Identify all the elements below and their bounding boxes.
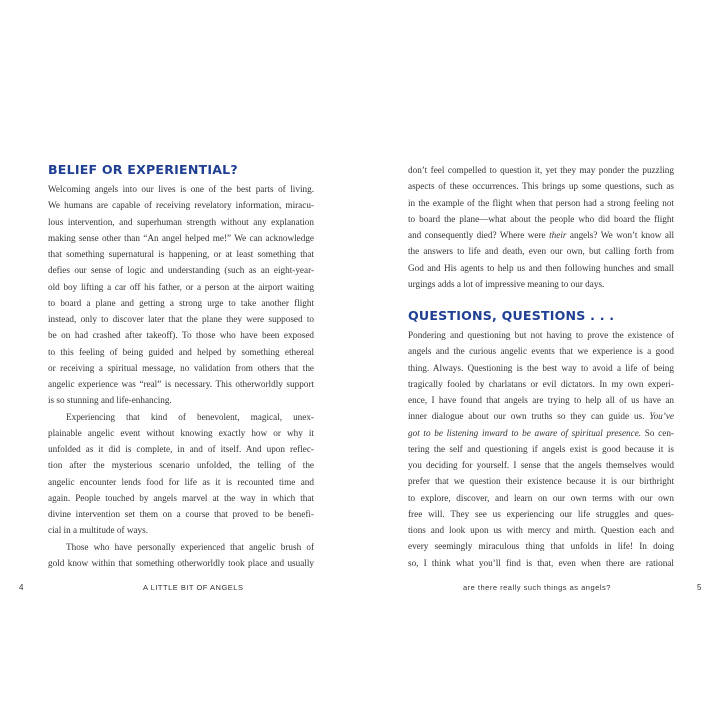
- text-line: to board the plane—what about the people who did board the flight: [408, 213, 674, 224]
- text-line: the answers to life and death, even our own, but calling forth from: [408, 246, 674, 257]
- text-line: or receiving a spiritual message, no validation from others that the: [48, 362, 314, 373]
- text-line: unfolded as it did is complete, in and of itself. And upon reflec-: [48, 444, 314, 454]
- text-line: is so stunning and life-enhancing.: [48, 395, 172, 406]
- text-line: don’t feel compelled to question it, yet they may ponder the puzzling: [408, 165, 674, 175]
- text-line: ence, I have found that angels are trying to help all of us have an: [408, 395, 674, 405]
- emphasis-text: their: [549, 230, 567, 240]
- text-segment: angels? We won’t know all: [566, 230, 674, 240]
- section-heading-belief: BELIEF OR EXPERIENTIAL?: [48, 162, 238, 177]
- text-line: thing. Always. Questioning is the best way to avoid a life of being: [408, 362, 674, 373]
- text-segment: inner dialogue about our own truths so they can guide us.: [408, 411, 650, 422]
- emphasis-text: got to be listening inward to be aware of spiritual presence.: [408, 427, 642, 438]
- text-line: We humans are capable of receiving revelatory information, miracu-: [48, 200, 314, 211]
- text-line: prefer that we question their existence because it is our birthright: [408, 476, 674, 487]
- text-line-with-emphasis: [408, 425, 674, 441]
- text-line: in the example of the flight when that person had a strong feeling not: [408, 197, 674, 208]
- text-line: plainable angelic event without knowing exactly how or why it: [48, 427, 314, 438]
- text-line: tering the self and questioning if angels exist is good because it is: [408, 443, 674, 454]
- right-page-column: [408, 162, 674, 571]
- text-line: instead, only to discover later that the plane they were supposed to: [48, 314, 314, 324]
- text-line: every seemingly miraculous thing that unfolds in life! In doing: [408, 541, 674, 552]
- text-line: Welcoming angels into our lives is one of the best parts of living.: [48, 184, 314, 194]
- text-line: cial in a multitude of ways.: [48, 525, 149, 536]
- right-running-title: are there really such things as angels?: [463, 583, 611, 592]
- text-line: old boy lifting a car off his father, or a person at the airport waiting: [48, 281, 314, 292]
- text-line: God and His agents to help us and then following hunches and small: [408, 262, 674, 273]
- section-heading-questions: QUESTIONS, QUESTIONS . . .: [408, 308, 615, 323]
- text-line: urgings adds a lot of impressive meaning to our days.: [408, 278, 605, 289]
- text-line: be on had crashed after takeoff). To those who have been exposed: [48, 330, 314, 341]
- text-line: tion after the mysterious scenario unfolded, the telling of the: [48, 460, 314, 471]
- text-line: free will. They see us experiencing our life struggles and ques-: [408, 508, 674, 519]
- left-running-title: A LITTLE BIT OF ANGELS: [143, 583, 244, 592]
- text-line: you deciding for yourself. I sense that the angels themselves would: [408, 460, 674, 470]
- text-line: angels and the curious angelic events that we experience is a good: [408, 346, 674, 357]
- text-line: to this feeling of being guided and helped by something ethereal: [48, 346, 314, 357]
- text-line: to board a plane and getting a strong urge to take another flight: [48, 297, 314, 308]
- text-line: tions and look upon us with mercy and mirth. Question each and: [408, 525, 674, 535]
- text-line: again. People touched by angels marvel at the way in which that: [48, 492, 314, 503]
- text-line-with-emphasis: [408, 408, 674, 424]
- text-line: angelic experience was “real” is necessary. This otherworldly support: [48, 379, 314, 389]
- text-line: defies our sense of logic and understanding (such as an eight-year-: [48, 265, 314, 276]
- text-line: angelic encounter lends food for life as it is recounted time and: [48, 476, 314, 487]
- text-line: lous intervention, and superhuman strength without any explanation: [48, 216, 314, 227]
- text-line: Pondering and questioning but not having to prove the existence of: [408, 330, 674, 340]
- emphasis-text: You’ve: [649, 411, 674, 422]
- text-line: gold know within that something otherworldly took place and usually: [48, 557, 314, 568]
- text-line: divine intervention set them on a course that proved to be benefi-: [48, 509, 314, 519]
- text-line: to explore, discover, and learn on our own terms with our own: [408, 492, 674, 503]
- text-line: Experiencing that kind of benevolent, magical, unex-: [66, 411, 314, 422]
- text-line-with-emphasis: [408, 227, 674, 243]
- text-line: that something supernatural is happening, or at least something that: [48, 249, 314, 259]
- text-line: making sense other than “An angel helped me!” We can acknowledge: [48, 232, 314, 243]
- left-page-number: 4: [19, 583, 24, 592]
- left-page-column: [48, 162, 314, 571]
- text-line: tragically fooled by charlatans or evil dictators. In my own experi-: [408, 378, 674, 389]
- text-line: so, I think what you’ll find is that, even when there are rational: [408, 557, 674, 568]
- text-line: Those who have personally experienced that angelic brush of: [66, 541, 314, 552]
- section-gap: [408, 292, 674, 308]
- text-line: aspects of these occurrences. This brings up some questions, such as: [408, 181, 674, 192]
- text-segment: So cen-: [641, 427, 674, 438]
- right-page-number: 5: [697, 583, 702, 592]
- text-segment: and consequently died? Where were: [408, 230, 550, 240]
